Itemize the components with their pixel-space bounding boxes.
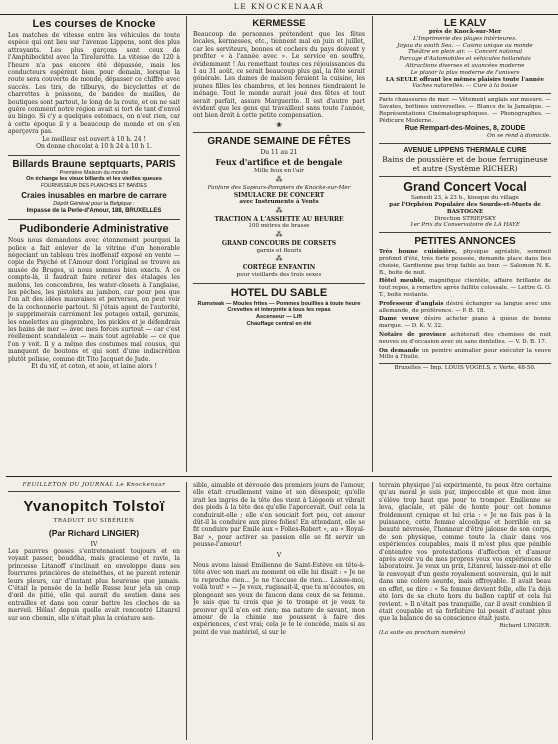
ornament: ❀: [276, 120, 282, 129]
ad-billards: [8, 159, 180, 216]
serial-title: Yvanopitch Tolstoï: [23, 497, 165, 515]
classified-item: Notaire de province achèterait des chemises de nuit neuves ou d'occasion avec ou sans dentelles. — V. D. B. 17.: [379, 331, 551, 345]
article-body: Nous nous demandons avec étonnement pourquoi la police a fait enlever de la vitrine d'un honorable négociant un tableau très inoffensif exposé en vente — copie de Psyché et l'Amour dont l'original se trouve au musée de Bruges, si nous sommes bien exacts. A ce compte-là, il faudrait faire retirer des étalages les melons, les concombres, les water-closets à l'anglaise, les pêches, les pistolets au jambon, car pour peu que l'on ait des idées mauvaises et perverses, on peut voir de la cochonnerie partout. Si j'étais agent de l'autorité, je supprimerais carrément les potages oxtail, gerumis, les omelettes au gingembre, les pickles et je défendrais les bains de mer — avec mes forces surtout — car c'est réellement scandaleux — mais tout agréable — ce que l'on y voit. Il y a même des costumes mal cousus, qui manquent de boutons et qui sont d'une indiscrétion plutôt polisse, comme dit Tito Jacquet de Jude.: [8, 237, 180, 363]
divider: [379, 176, 551, 177]
classified-list: [379, 249, 551, 361]
program-dates: Du 11 au 21: [260, 148, 298, 156]
article-title: Pudibonderie Administrative: [19, 223, 169, 236]
divider: [193, 132, 365, 133]
ad-line: Théâtre en plein air. — Concert national: [407, 49, 523, 56]
ornament: ⁂: [275, 231, 283, 240]
ad-hotel: [193, 287, 365, 328]
serial-text: sible, aimable et dévouée des premiers jours de l'amour, elle était cruellement vaine et son désespoir, qu'elle irait les ingrès de la tête des vient à Liégeois et vibrait des pieds à la tête des qu'elle l'apercevait. Oui! cela la conduirait-elle ; elle s'en souciait fort peu, cet amour dût-il la conduire aux pires folies! En attendant, elle se fit conduire par Émile aux « Folies-Robert », au « Royal-Bar », pour activer sa passion elle se fit servir un pousse-l'amour!: [193, 482, 365, 549]
program-box: [193, 136, 365, 279]
ad-text: Bains de poussière et de boue ferrugineuse et autre (Système RICHER): [382, 155, 548, 174]
serial-text: Les pauvres gosses s'entretenaient toujours et en voyant passer, bouddha, mais gracieuse et ravie, la princesse Litanoff s'inclinait en enveloppe dans ses fourrures princières de steinéthes, et ne purent retenir leurs pleurs, car d'instant plus heureuse que jamais. C'était la pensée de la belle Russe leur jeta un coup d'œil de pitié, elle qui aurait du soutien dans ses entrailles et dans son cœur battre les cloches de sa merveil. Hélas! depuis quelle avait rencontré Litanrel sur son chemin, elle n'était plus la créature sen-: [8, 548, 180, 622]
ad-craies: Craies inusables en marbre de carrare: [21, 190, 167, 200]
ad-line: L'Imprimerie des plages intérieures.: [413, 35, 517, 42]
divider: [379, 143, 551, 144]
ad-title: HOTEL DU SABLE: [230, 286, 328, 299]
ad-text: Paris chaussures de mer. — Vêtement anglais sur mesure. — Savates, bottines universelles. — Blancs de la Jamaïque. — Représentations Cinématographiques. — Phonographes. — Pédicure Moderne.: [379, 97, 551, 124]
column-1: [8, 18, 180, 473]
column-3: [379, 18, 551, 473]
serial-author: (Par Richard LINGIER): [48, 527, 140, 538]
divider: [8, 155, 180, 156]
program-item: Feux d'artifice et de bengale: [215, 157, 343, 168]
serial-column-2: [193, 482, 365, 740]
ad-line: près de Knock-sur-Mer: [428, 29, 502, 35]
divider: [8, 491, 180, 492]
classified-item: Dame veuve désire acheter piano à queue de bonne marque. — D. K. V. 32.: [379, 316, 551, 330]
classified-item: On demande un peintre animalier pour exécuter la veuve Millo à l'huile.: [379, 347, 551, 361]
serial-text: terrain physique j'ai expérimenté, tu peux être certaine qu'au moral je suis pur, impeccable et que mon âme s'élève trop haut que pour te tromper. Emilienne se leva, glaciale, et pâle de honte pour cet homme froidement cynique et lui cria : « Je ne fais pas à la puissance, cette femme alcoolique et horrible en sa beauté névrosée, l'honneur d'être jalouse de son corps, de son physique, comme toute la chair dans vos expériences coupables, mais il m'est plus que pénible d'entendre vos protestations d'affection et d'amour après avoir vu de mes propres yeux vos expériences de laboratoire. Je veux un prix, Litanrel, laissez-moi et elle le renvoyait d'un geste royalement souverain, qui le mit dans une colère sourde, mais effroyable. Il avait beau en effet, se dire : « Sa femme devient folle, elle l'a déjà été lors de sa chute hors du ballon captif et cela lui revient. » Il n'était pas tranquille, car il avait combien il était coupable et sa forfaiture lui pesait d'autant plus que la balance de sa conscience était juste.: [379, 482, 551, 623]
ad-address: Rue Rempart-des-Moines, 8, ZOUDE: [404, 125, 526, 133]
ad-address: Impasse de la Perle-d'Amour, 188, BRUXELLES: [26, 207, 162, 214]
ad-note: On se rend à domicile.: [487, 133, 551, 140]
ad-line: Le plaisir la plus moderne de l'univers: [410, 69, 520, 76]
serial-column-3: [379, 482, 551, 740]
divider: [8, 219, 180, 220]
program-item: CORTÈGE ENFANTIN: [242, 264, 316, 272]
ad-line: Samedi 23, à 23 h., kiosque du village: [411, 195, 519, 202]
classified-item: Très bonne cuisinière, physique agréable, sommeil profond d'été, très forte poussée, demande place dans lieu choisie, Gardienne pas trop faible au tour. — Salomon N. K. B., boite de nuit.: [379, 249, 551, 276]
ad-line: Vaches naturelles. — Cure à la bouse: [412, 83, 518, 90]
ornament: ⁂: [275, 255, 283, 264]
masthead: LE KNOCKENAAR: [0, 0, 558, 15]
classified-item: Hôtel meublé, magnifique clientèle, affaire brillante de tout repos, à remettre après faillite colossale. — Lettre G. O. T., boite restante.: [379, 278, 551, 298]
column-rule: [186, 482, 187, 740]
classified-item: Professeur d'anglais désiré échanger sa langue avec une allemande, de préférence. — P. B. 18.: [379, 300, 551, 314]
column-rule: [186, 16, 187, 472]
ad-line: FOURNISSEUR DES PLANCHES ET BANDES: [40, 183, 148, 190]
ad-line: Parcage d'Automobiles et véhicules hollandais: [399, 56, 531, 63]
divider: [379, 93, 551, 94]
ad-title: AVENUE LIPPENS THERMALE CURE: [403, 147, 527, 155]
program-item: Fanfare des Sapeurs-Pompiers de Knocke-sur-Mer: [207, 185, 351, 192]
divider: [193, 283, 365, 284]
article-body: Beaucoup de personnes prétendent que les fêtes locales, kermesses, etc., tiennent mal en juin et juillet, car les serviteurs, bonnes et cochers du pays doivent y profiter « à l'année avec ». Le service en souffre, évidemment ! Au remettant toutes ces réjouissances du 1 au 31 août, ce serait beaucoup plus gai, la fête serait générale. Les dames de maison feraient la cuisine, les jeunes filles les chambres, et les bonnes tiendraient le ménage. Tout le monde aurait joué des fêtes et tout serait parfait, assure Marguerite. Il est d'autre part évident que les gens qui travaillent sans toute l'année, ont bien droit à cette petite compensation.: [193, 31, 365, 120]
program-sub: avec Instruments à Vents: [239, 199, 319, 206]
ad-line: Première Maison du monde: [59, 169, 129, 176]
ad-line: Ascenseur — Lift: [255, 314, 302, 321]
ad-title: LE KALV: [443, 18, 487, 29]
ad-line: Chauffage central en été: [246, 321, 312, 328]
section-divider: [6, 476, 552, 477]
feuilleton-header: FEUILLETON DU JOURNAL Le Knockenaar: [22, 482, 166, 488]
ad-line: LA SEULE offrant les mêmes plaisirs toute l'année: [385, 76, 545, 83]
ad-line: Joyau du south Sea. — Casino unique au monde: [397, 42, 533, 49]
article-title: KERMESSE: [252, 18, 306, 29]
section-title: PETITES ANNONCES: [414, 236, 516, 248]
chapter-number: V: [276, 551, 282, 559]
ad-line: Attractions diverses et avancées moderne: [405, 62, 525, 69]
ad-line: 1er Prix du Conservatoire de LA HAYE: [410, 222, 520, 229]
ornament: ⁂: [275, 176, 283, 185]
serial-column-1: [8, 482, 180, 740]
ad-line: Rumsteak — Moules frites — Pommes bouillies à toute heure: [197, 300, 361, 307]
program-item: GRAND CONCOURS DE CORSETS: [221, 240, 337, 248]
ad-line: On échange les vieux billards et les vieilles queues: [26, 176, 162, 183]
article-line: Et du vif, et coton, et soie, et laine alors !: [31, 363, 157, 370]
program-title: GRANDE SEMAINE DE FÊTES: [207, 135, 351, 147]
printer-line: Bruxelles — Imp. LOUIS VOGELS, r. Verte, 48-50.: [379, 363, 551, 372]
column-2: [193, 18, 365, 473]
program-item: SIMULACRE DE CONCERT: [233, 191, 325, 199]
serial-translated: TRADUIT DU SIBÉRIEN: [53, 517, 135, 524]
article-line: Le meilleur est ouvert à 10 h. 24 !: [42, 135, 146, 143]
chapter-number: IV: [90, 540, 98, 548]
ad-line: par l'Orphéon Populaire des Sourds-et-Muets de BASTOGNE: [389, 201, 541, 215]
signature: Richard LINGIER.: [499, 622, 551, 629]
article-title: Les courses de Knocke: [32, 18, 156, 30]
column-rule: [372, 16, 373, 472]
ad-line: Direction STRIEPSKY: [434, 215, 496, 222]
program-sub: 100 mètres de brasse: [248, 223, 310, 230]
ad-title: Grand Concert Vocal: [403, 180, 527, 195]
program-sub: pour vieillards des trois sexes: [236, 271, 322, 278]
article-body: Les matches de vitesse entre les véhicules de toute espèce qui ont lieu sur l'avenue Lippens, sont des plus attrayants. Les plus garçons sont ceux de l'Amphibocktel avec la Tirelurette. La vitesse de 120 à l'heure n'a pas encore été dépassée, mais les conducteurs espèrent bien pour demain, lorsque la route sera couverte de monde, dépasser ce chiffre avec succès. Les tirs, de tilburys, de bicyclettes et de charrettes à poissons, de bandes de mailles, de boutiques sont partout, le long de la route, et on ne sait guère comment notre région avait si tort de tant d'envol au bingo. Si c'y a quelques estomacs, on n'est rien, car à cette époque il y a beaucoup de monde et on s'en aperçevra pas.: [8, 32, 180, 136]
program-sub: garnis et fleuris: [256, 247, 302, 254]
ad-line: Dépôt Général pour la Belgique :: [53, 200, 135, 207]
program-item: TRACTION A L'ASSIETTE AU BEURRE: [214, 216, 344, 224]
continued-note: (La suite au prochain numéro): [379, 629, 466, 636]
ornament: ⁂: [275, 207, 283, 216]
divider: [379, 232, 551, 233]
ad-line: Crevettes et interprète à tous les repas: [227, 307, 331, 314]
serial-text: Nous avons laissé Emilienne de Saint-Estève en tête-à-tête avec son mari au moment où elle lui disait : « Je ne te reproche rien... Je ne t'accuse de rien... Laisse-moi, voilà tout! » — Je veux, rugissait-il, que tu m'écoutes, en plongeant ses yeux de faucon dans ceux de sa femme. Je sais que tu crois que je te trompe et je veux te prouver qu'il n'en est rien; ma nature de savant, mon amour de la chimie me poussent à faire des expériences, c'est vrai; cela je te le concède, mais si au point de vue matériel, si sur le: [193, 562, 365, 636]
article-line: On donne chocolat à 10 h 24 à 10 h 1.: [36, 143, 152, 151]
column-rule: [372, 482, 373, 740]
ad-title: Billards Braune septquarts, PARIS: [12, 158, 176, 170]
program-sub: Mille feux en l'air: [254, 168, 304, 175]
